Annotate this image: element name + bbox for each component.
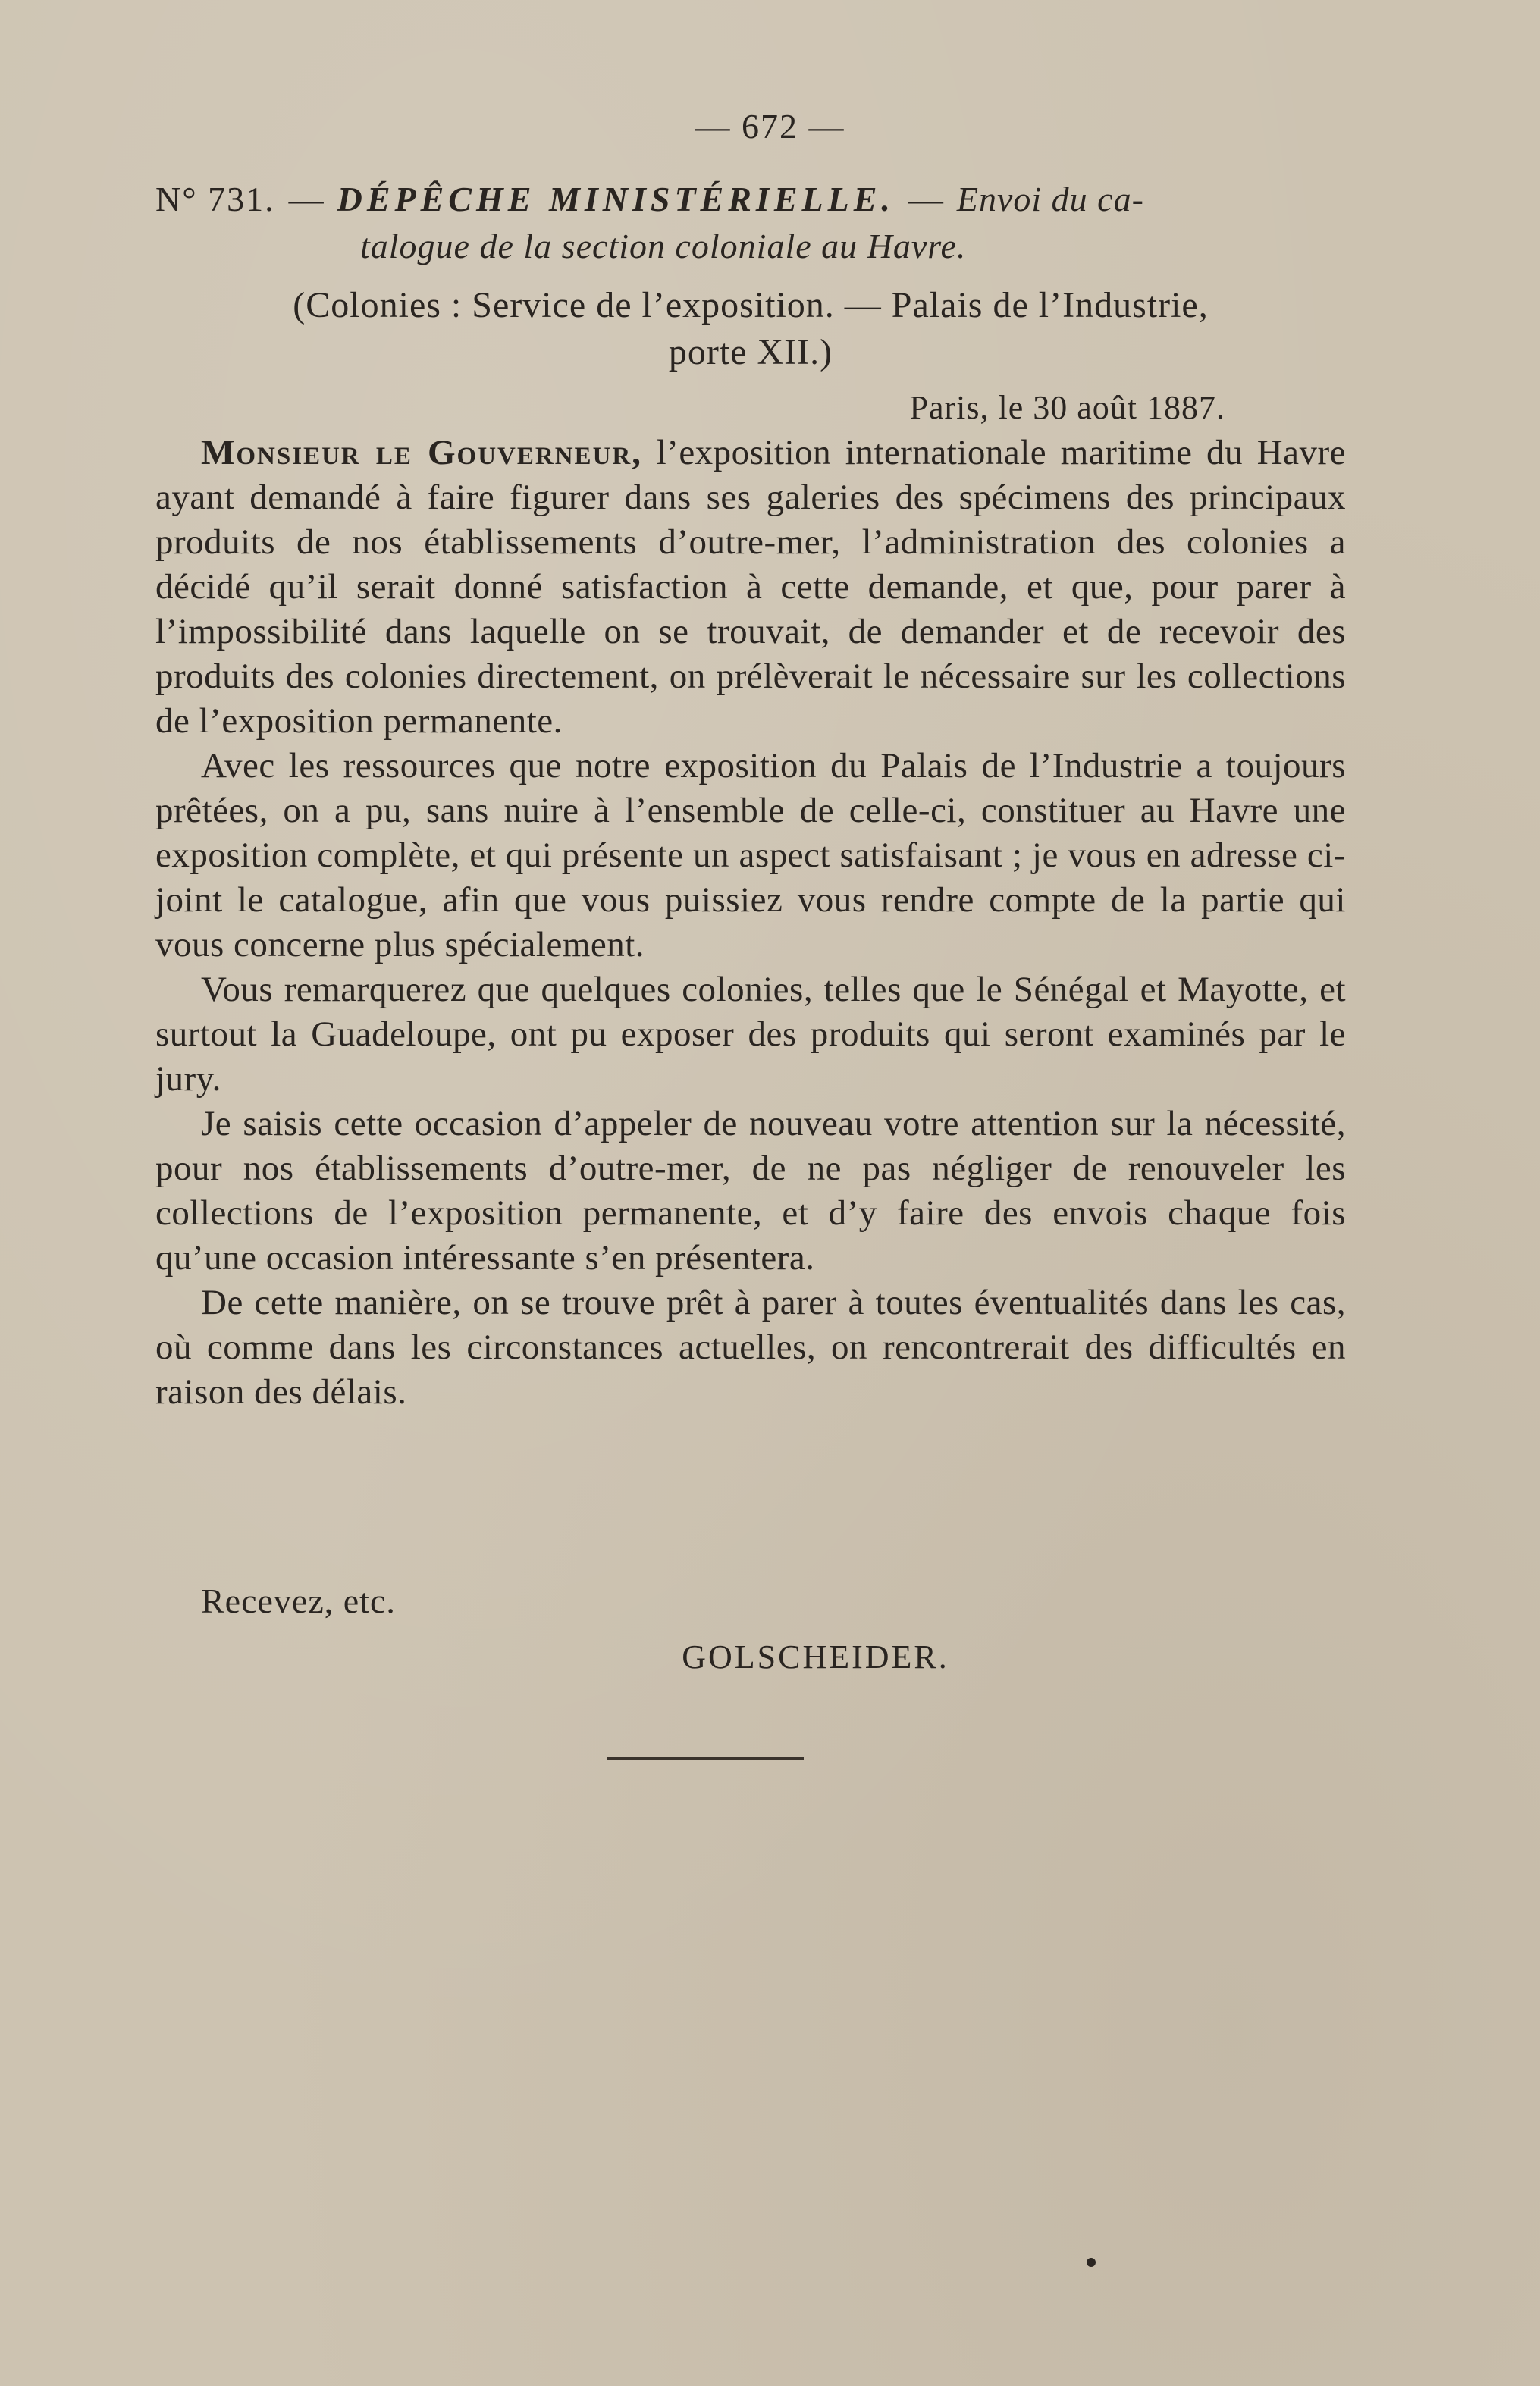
paragraph: Je saisis cette occasion d’appeler de nouveau votre attention sur la nécessité, pour nos établissements d’outre-mer, de ne pas négliger de renouveler les collections de l’exposition permanente, et d’y faire des envois chaque fois qu’une occasion intéressante s’en présentera.: [155, 1104, 1346, 1278]
paragraph: Vous remarquerez que quelques colonies, telles que le Sénégal et Mayotte, et surtout la Guadeloupe, ont pu exposer des produits qui seront examinés par le jury.: [155, 970, 1346, 1099]
letter-body: [155, 431, 1346, 1415]
dispatch-subtitle-part1: Envoi du ca-: [956, 180, 1144, 218]
ink-speck: [1087, 2258, 1096, 2267]
dispatch-subtitle-part2: talogue de la section coloniale au Havre.: [360, 227, 967, 265]
paragraph: [155, 431, 1346, 744]
origin-block: [155, 282, 1346, 376]
signature: GOLSCHEIDER.: [682, 1638, 949, 1676]
dateline: Paris, le 30 août 1887.: [909, 389, 1225, 426]
paragraph: De cette manière, on se trouve prêt à parer à toutes éventualités dans les cas, où comme dans les circonstances actuelles, on rencontrerait des difficultés en raison des délais.: [155, 1283, 1346, 1412]
paragraph-text: l’exposition internationale maritime du Havre ayant demandé à faire figurer dans ses galeries des spécimens des principaux produits de nos établissements d’outre-mer, l’administration des colonies a décidé qu’il serait donné satisfaction à cette demande, et que, pour parer à l’impossibilité dans laquelle on se trouvait, de demander et de recevoir des produits des colonies directement, on prélèverait le nécessaire sur les collections de l’exposition permanente.: [155, 433, 1346, 741]
closing-formula: Recevez, etc.: [201, 1582, 396, 1620]
heading-dash: —: [288, 180, 324, 218]
dispatch-number: N° 731.: [155, 180, 275, 218]
paragraph: Avec les ressources que notre exposition du Palais de l’Industrie a toujours prêtées, on a pu, sans nuire à l’ensemble de celle-ci, constituer au Havre une exposition complète, et qui présente un aspect satisfaisant ; je vous en adresse ci-joint le catalogue, afin que vous puissiez vous rendre compte de la partie qui vous concerne plus spécialement.: [155, 746, 1346, 964]
dispatch-title: DÉPÊCHE MINISTÉRIELLE.: [337, 180, 895, 218]
heading-dash: —: [908, 180, 943, 218]
origin-line-1: (Colonies : Service de l’exposition. — Palais de l’Industrie,: [293, 285, 1209, 325]
document-heading: [155, 176, 1346, 270]
salutation: Monsieur le Gouverneur,: [201, 433, 642, 472]
origin-line-2: porte XII.): [668, 332, 833, 372]
end-rule: [607, 1757, 804, 1760]
page-number: — 672 —: [695, 107, 845, 146]
